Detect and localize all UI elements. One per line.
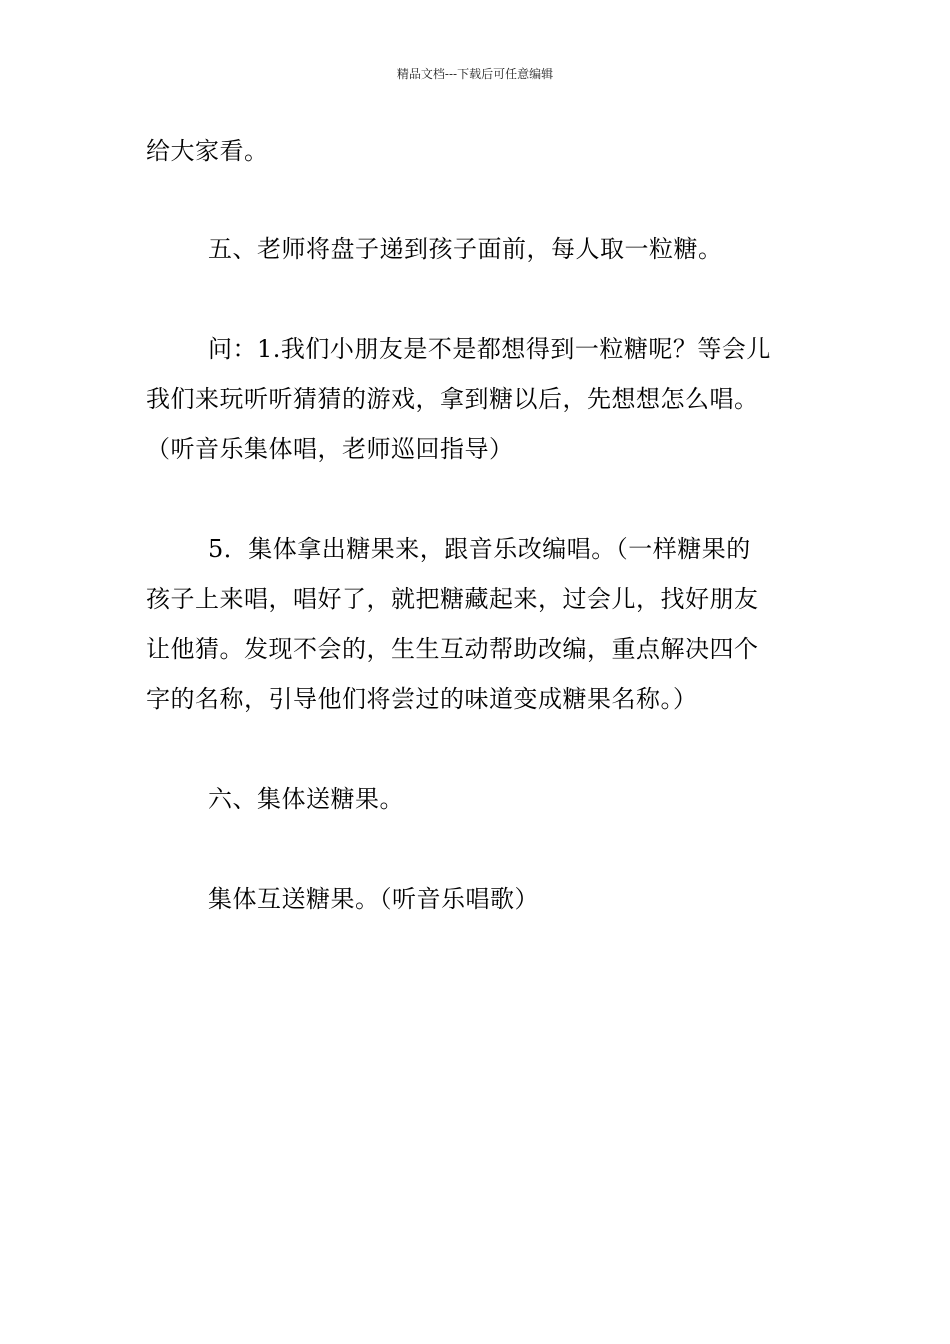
body-text-line: 我们来玩听听猜猜的游戏，拿到糖以后，先想想怎么唱。 (146, 385, 759, 413)
body-text-line: 让他猜。发现不会的，生生互动帮助改编，重点解决四个 (146, 635, 759, 663)
section-heading: 六、集体送糖果。 (208, 785, 404, 813)
body-text-line: 问：1.我们小朋友是不是都想得到一粒糖呢？等会儿 (208, 335, 771, 363)
body-text-line: 集体互送糖果。（听音乐唱歌） (208, 885, 539, 913)
section-heading: 五、老师将盘子递到孩子面前，每人取一粒糖。 (208, 235, 723, 263)
body-text-line: 字的名称，引导他们将尝过的味道变成糖果名称。） (146, 685, 698, 713)
page-header: 精品文档---下载后可任意编辑 (396, 67, 554, 81)
body-text-line: （听音乐集体唱，老师巡回指导） (146, 435, 514, 463)
body-text-line: 给大家看。 (146, 137, 269, 165)
body-text-line: 孩子上来唱，唱好了，就把糖藏起来，过会儿，找好朋友 (146, 585, 759, 613)
body-text-line: 5．集体拿出糖果来，跟音乐改编唱。（一样糖果的 (208, 535, 751, 563)
